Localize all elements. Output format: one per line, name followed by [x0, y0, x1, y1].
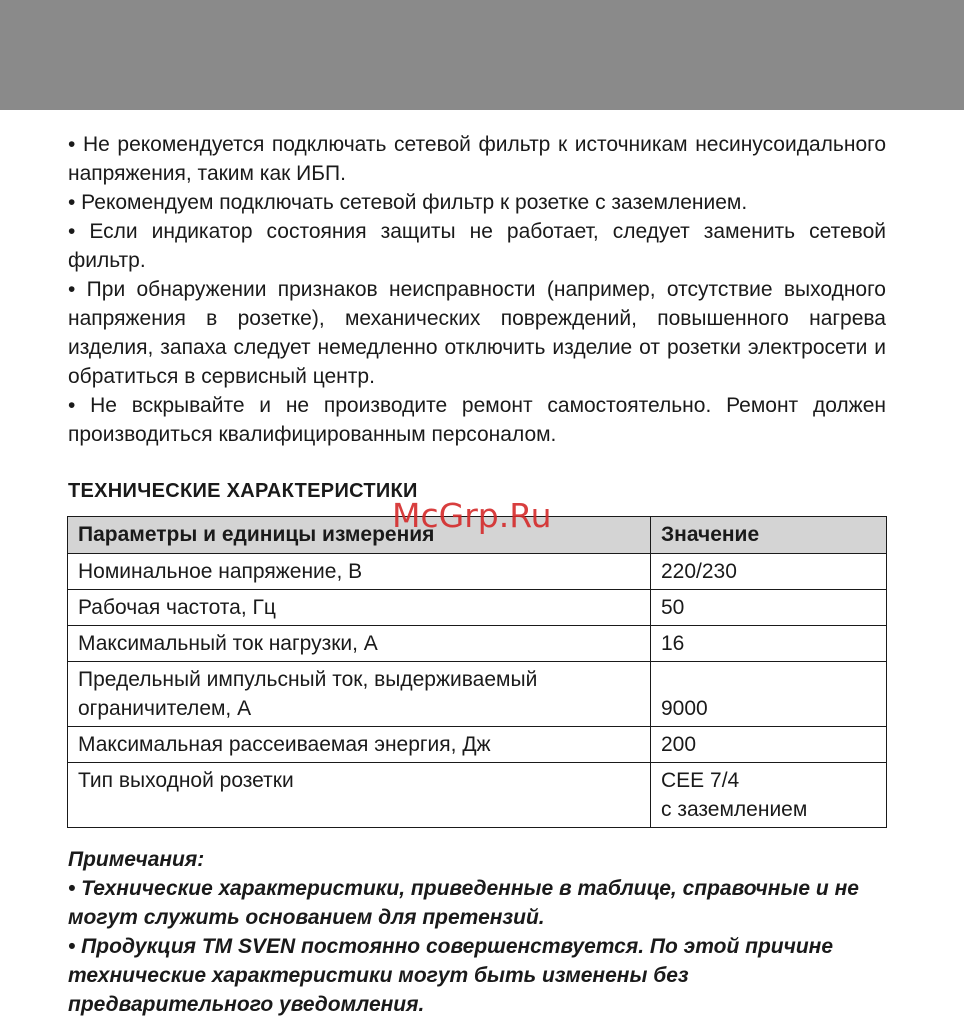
bullet-item: • Если индикатор состояния защиты не работает, следует заменить сетевой фильтр.	[68, 220, 886, 272]
table-row	[68, 590, 887, 626]
value-cell: 9000	[651, 662, 887, 727]
bullet-item: • Не рекомендуется подключать сетевой фильтр к источникам несинусоидального напряжения, таким как ИБП.	[68, 133, 886, 185]
bullet-list	[68, 130, 886, 449]
table-row	[68, 626, 887, 662]
bullet-item: • Не вскрывайте и не производите ремонт самостоятельно. Ремонт должен производиться квалифицированным персоналом.	[68, 394, 886, 446]
table-row	[68, 763, 887, 828]
table-row	[68, 662, 887, 727]
value-cell: 200	[651, 727, 887, 763]
param-cell: Максимальный ток нагрузки, А	[68, 626, 651, 662]
value-line-1: CEE 7/4	[661, 769, 740, 792]
notes-block	[68, 845, 886, 1019]
value-cell	[651, 763, 887, 828]
param-cell: Тип выходной розетки	[68, 763, 651, 828]
param-cell: Предельный импульсный ток, выдерживаемый ограничителем, А	[68, 662, 651, 727]
bullet-item: • При обнаружении признаков неисправности (например, отсутствие выходного напряжения в розетке), механических повреждений, повышенного нагрева изделия, запаха следует немедленно отключить изделие от розетки электросети и обратиться в сервисный центр.	[68, 278, 886, 388]
bullet-item: • Рекомендуем подключать сетевой фильтр к розетке с заземлением.	[68, 191, 748, 214]
watermark: McGrp.Ru	[392, 496, 552, 535]
value-cell: 220/230	[651, 554, 887, 590]
param-cell: Рабочая частота, Гц	[68, 590, 651, 626]
header-param: Параметры и единицы измерения	[68, 517, 651, 554]
note-item: • Технические характеристики, приведенные в таблице, справочные и не могут служить основанием для претензий.	[68, 877, 859, 929]
param-cell: Максимальная рассеиваемая энергия, Дж	[68, 727, 651, 763]
notes-title: Примечания:	[68, 848, 205, 871]
section-title: ТЕХНИЧЕСКИЕ ХАРАКТЕРИСТИКИ	[68, 480, 418, 502]
table-row	[68, 554, 887, 590]
value-line-2: с заземлением	[661, 798, 808, 821]
param-cell: Номинальное напряжение, В	[68, 554, 651, 590]
header-value: Значение	[651, 517, 887, 554]
value-cell: 16	[651, 626, 887, 662]
value-cell: 50	[651, 590, 887, 626]
note-item: • Продукция TM SVEN постоянно совершенствуется. По этой причине технические характеристики могут быть изменены без предварительного уведомления.	[68, 935, 834, 1016]
header-band	[0, 0, 964, 110]
table-row	[68, 727, 887, 763]
specs-table	[67, 516, 887, 828]
